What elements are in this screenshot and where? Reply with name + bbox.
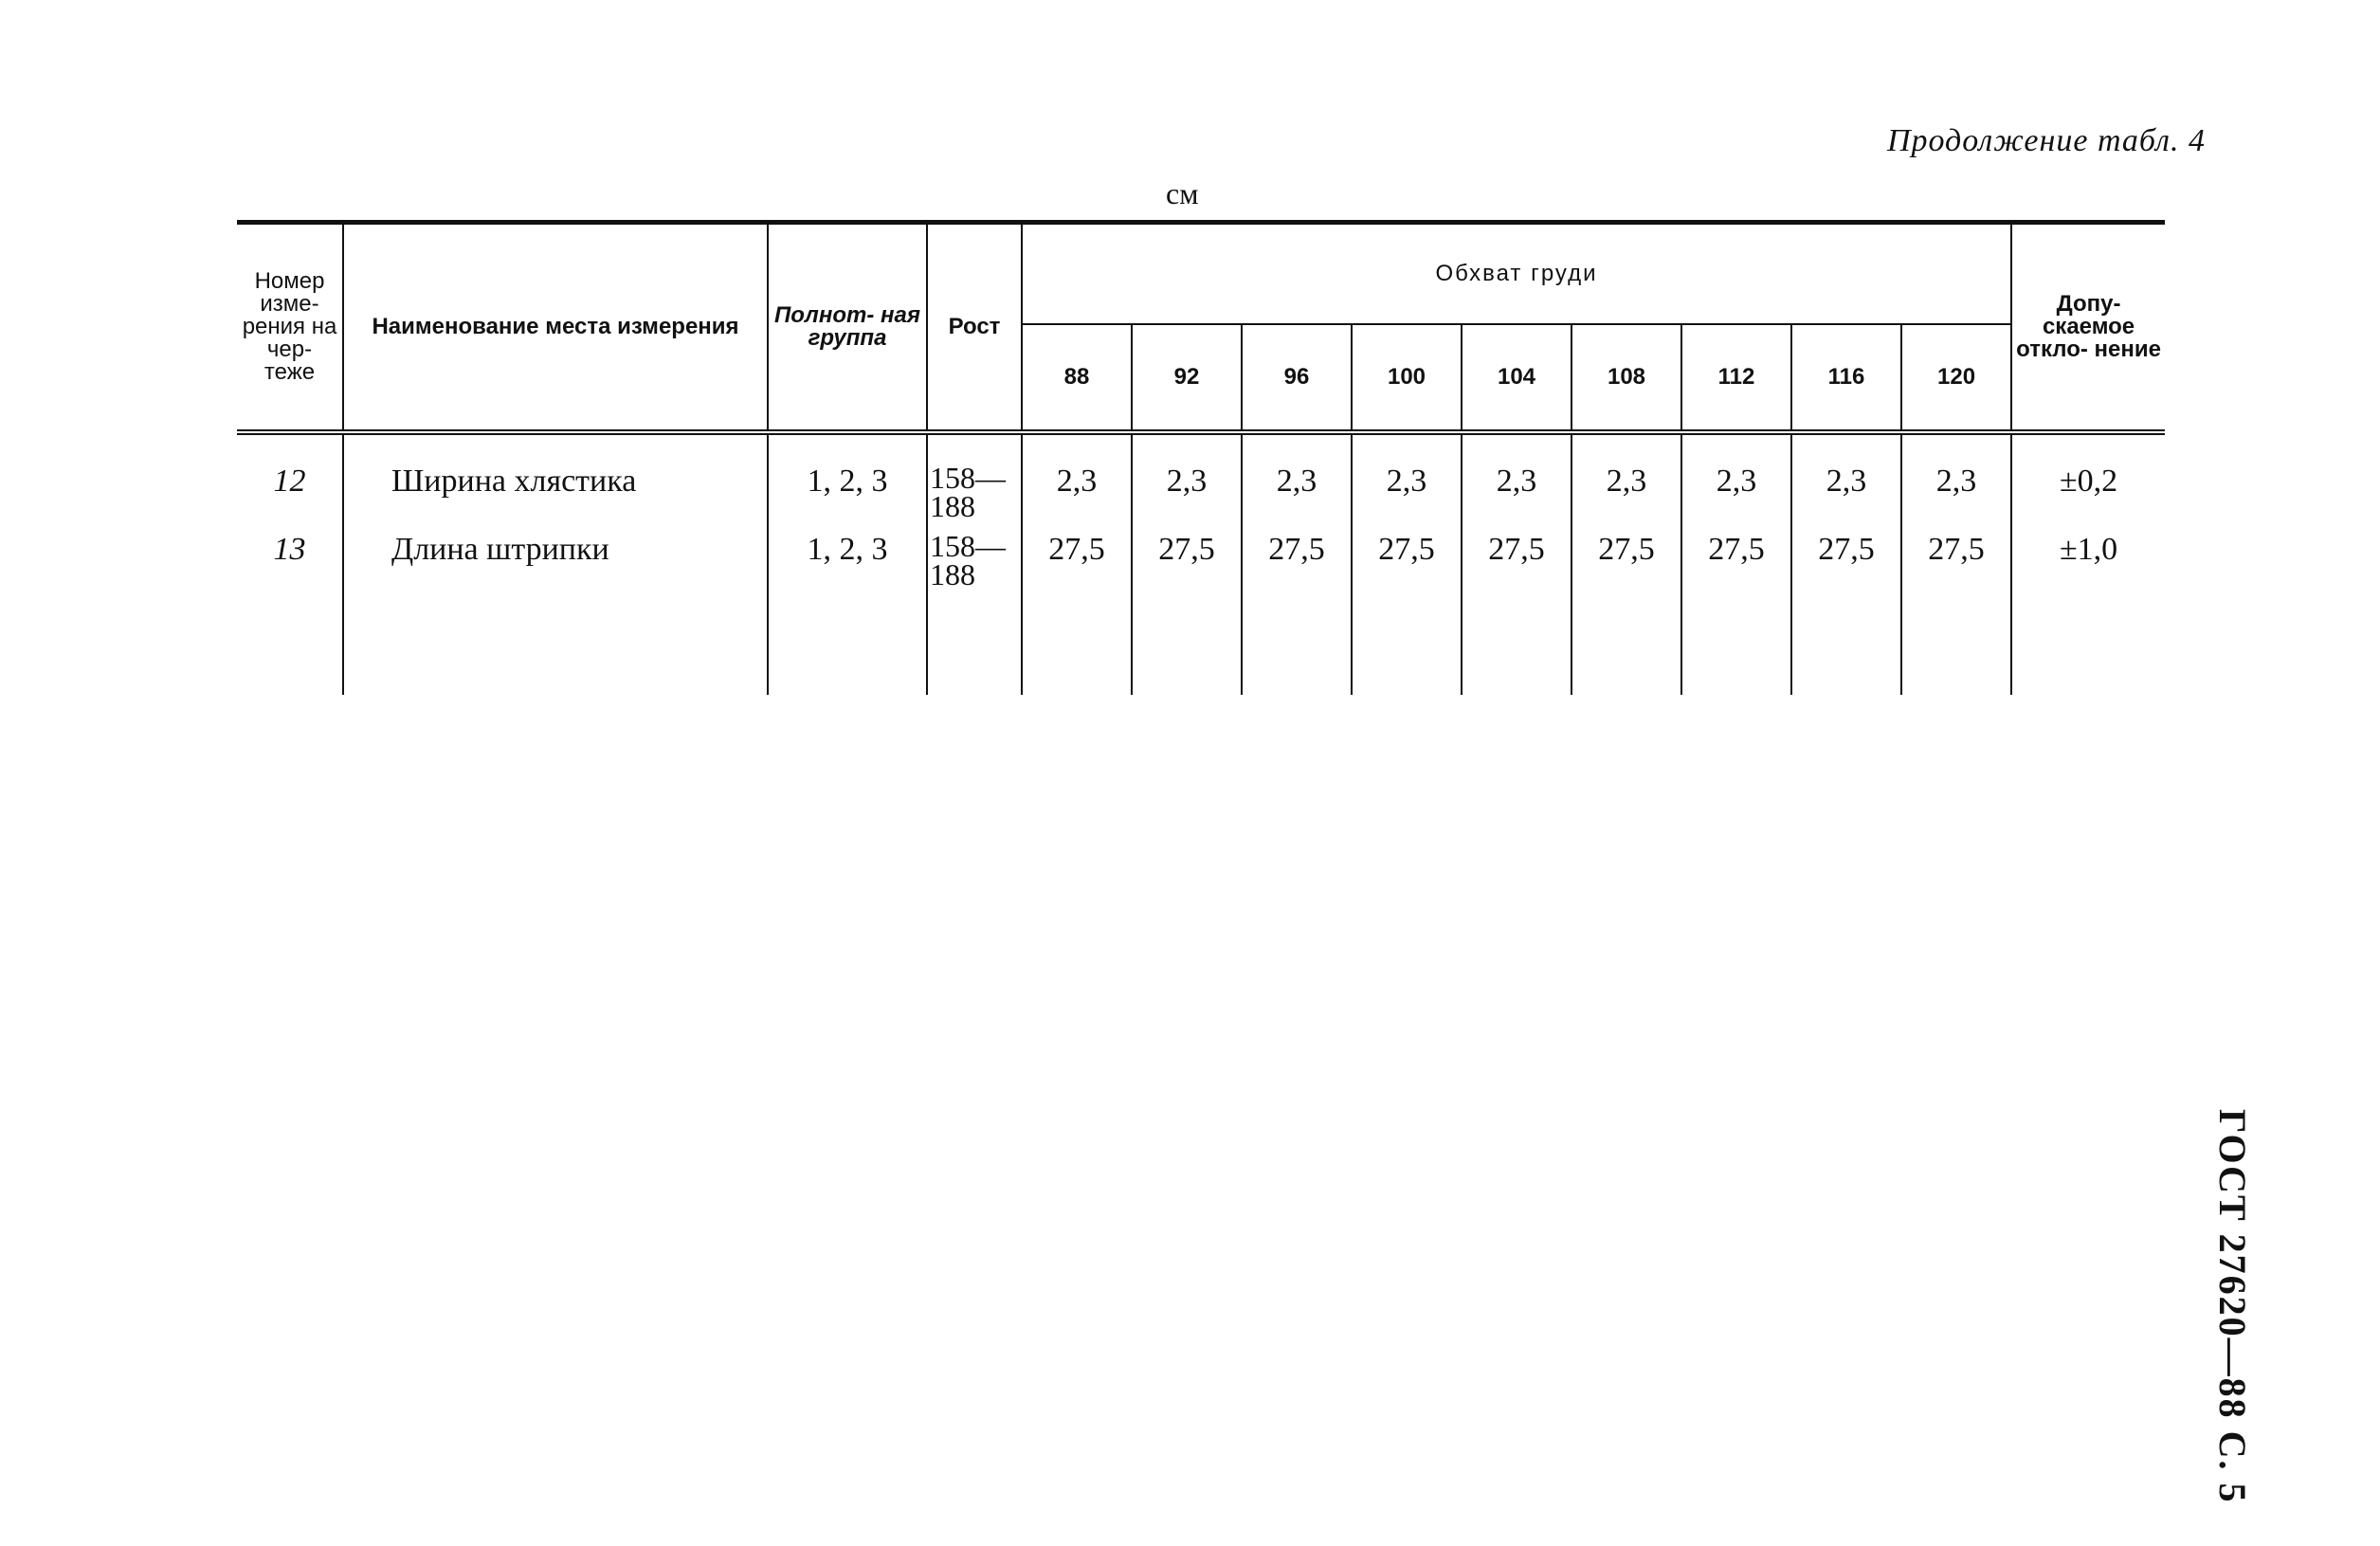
header-number: Номер изме- рения на чер- теже [237,223,343,433]
empty-cell [1681,600,1791,695]
empty-cell [1572,600,1681,695]
table-filler-row [237,600,2165,695]
row-value: 27,5 [1572,532,1681,600]
row-value: 2,3 [1242,432,1352,532]
row-value: 2,3 [1352,432,1462,532]
header-chest-size: 112 [1681,324,1791,432]
header-chest-size: 88 [1022,324,1132,432]
header-chest-size: 96 [1242,324,1352,432]
header-chest-size: 116 [1791,324,1901,432]
row-value: 2,3 [1681,432,1791,532]
header-chest-size: 100 [1352,324,1462,432]
row-value: 27,5 [1352,532,1462,600]
standard-page-label: ГОСТ 27620—88 С. 5 [2211,1109,2254,1504]
empty-cell [1791,600,1901,695]
units-label: см [1166,176,1199,210]
row-rost: 158— 188 [927,432,1022,532]
header-chest-size: 120 [1901,324,2011,432]
table-row [237,432,2165,532]
empty-cell [343,600,768,695]
row-value: 27,5 [1681,532,1791,600]
row-value: 27,5 [1462,532,1572,600]
row-value: 27,5 [1132,532,1242,600]
empty-cell [1352,600,1462,695]
row-rost: 158— 188 [927,532,1022,600]
empty-cell [1462,600,1572,695]
row-value: 27,5 [1901,532,2011,600]
empty-cell [1022,600,1132,695]
row-value: 27,5 [1022,532,1132,600]
table-caption: Продолжение табл. 4 [1886,123,2206,158]
row-value: 2,3 [1462,432,1572,532]
row-name: Ширина хлястика [343,432,768,532]
row-number: 13 [237,532,343,600]
row-value: 27,5 [1242,532,1352,600]
empty-cell [2011,600,2165,695]
row-value: 27,5 [1791,532,1901,600]
header-rost: Рост [927,223,1022,433]
header-name: Наименование места измерения [343,223,768,433]
row-number: 12 [237,432,343,532]
table-row [237,532,2165,600]
row-value: 2,3 [1791,432,1901,532]
row-deviation: ±0,2 [2011,432,2165,532]
header-group: Полнот- ная группа [768,223,927,433]
row-value: 2,3 [1022,432,1132,532]
row-deviation: ±1,0 [2011,532,2165,600]
empty-cell [768,600,927,695]
row-group: 1, 2, 3 [768,532,927,600]
empty-cell [927,600,1022,695]
empty-cell [237,600,343,695]
header-chest-size: 92 [1132,324,1242,432]
row-name: Длина штрипки [343,532,768,600]
header-chest-size: 104 [1462,324,1572,432]
row-value: 2,3 [1901,432,2011,532]
empty-cell [1901,600,2011,695]
row-group: 1, 2, 3 [768,432,927,532]
empty-cell [1242,600,1352,695]
empty-cell [1132,600,1242,695]
row-value: 2,3 [1132,432,1242,532]
measurements-table [237,220,2165,695]
header-deviation: Допу- скаемое откло- нение [2011,223,2165,433]
header-chest-size: 108 [1572,324,1681,432]
header-chest: Обхват груди [1022,223,2011,325]
row-value: 2,3 [1572,432,1681,532]
